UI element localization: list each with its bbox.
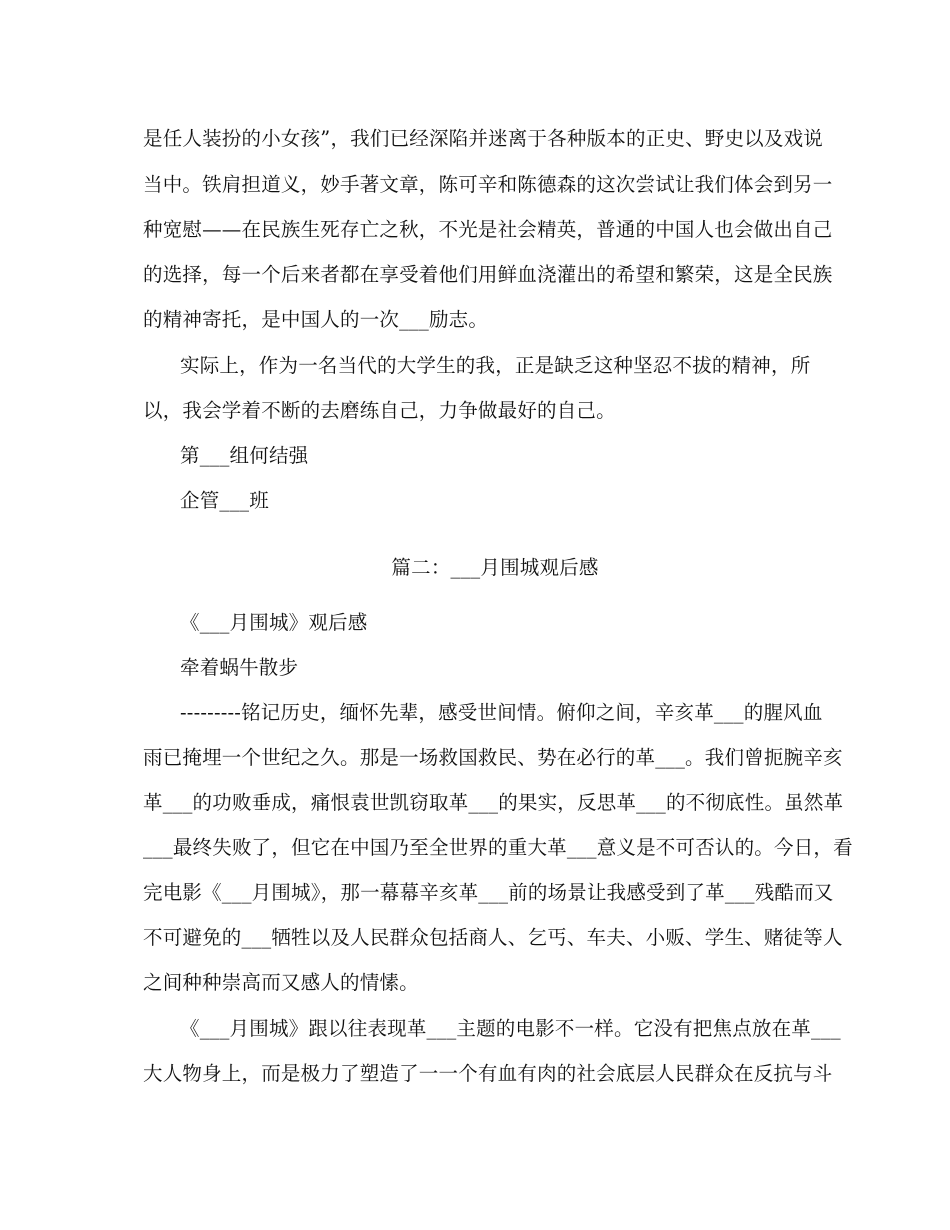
body-text-line: 是任人装扮的小女孩”，我们已经深陷并迷离于各种版本的正史、野史以及戏说 xyxy=(143,127,823,150)
body-text-line: 之间种种崇高而又感人的情愫。 xyxy=(143,971,419,994)
body-text-line: 当中。铁肩担道义，妙手著文章，陈可辛和陈德森的这次尝试让我们体会到另一 xyxy=(143,173,833,196)
article-title: 《___月围城》观后感 xyxy=(180,611,368,634)
signature-group: 第___组何结强 xyxy=(180,444,309,467)
paragraph-first-line: 实际上，作为一名当代的大学生的我，正是缺乏这种坚忍不拔的精神，所 xyxy=(180,354,811,377)
body-text-line: 雨已掩埋一个世纪之久。那是一场救国救民、势在必行的革___。我们曾扼腕辛亥 xyxy=(143,746,843,769)
body-text-line: 不可避免的___牺牲以及人民群众包括商人、乞丐、车夫、小贩、学生、赌徒等人 xyxy=(143,926,843,949)
body-text-line: 革___的功败垂成，痛恨袁世凯窃取革___的果实，反思革___的不彻底性。虽然革 xyxy=(143,791,844,814)
paragraph-first-line: ---------铭记历史，缅怀先辈，感受世间情。俯仰之间，辛亥革___的腥风血 xyxy=(180,701,823,724)
body-text-line: 的选择，每一个后来者都在享受着他们用鲜血浇灌出的希望和繁荣，这是全民族 xyxy=(143,263,833,286)
signature-class: 企管___班 xyxy=(180,489,269,512)
article-author: 牵着蜗牛散步 xyxy=(180,656,299,679)
body-text-line: ___最终失败了，但它在中国乃至全世界的重大革___意义是不可否认的。今日，看 xyxy=(143,836,853,859)
body-text-line: 种宽慰——在民族生死存亡之秋，不光是社会精英，普通的中国人也会做出自己 xyxy=(143,218,833,241)
body-text-line: 的精神寄托，是中国人的一次___励志。 xyxy=(143,308,489,331)
body-text-line: 以，我会学着不断的去磨练自己，力争做最好的自己。 xyxy=(143,399,616,422)
paragraph-first-line: 《___月围城》跟以往表现革___主题的电影不一样。它没有把焦点放在革___ xyxy=(180,1017,841,1040)
body-text-line: 完电影《___月围城》，那一幕幕辛亥革___前的场景让我感受到了革___残酷而又 xyxy=(143,881,834,904)
body-text-line: 大人物身上，而是极力了塑造了一一个有血有肉的社会底层人民群众在反抗与斗 xyxy=(143,1062,833,1085)
section-heading: 篇二：___月围城观后感 xyxy=(391,556,599,579)
